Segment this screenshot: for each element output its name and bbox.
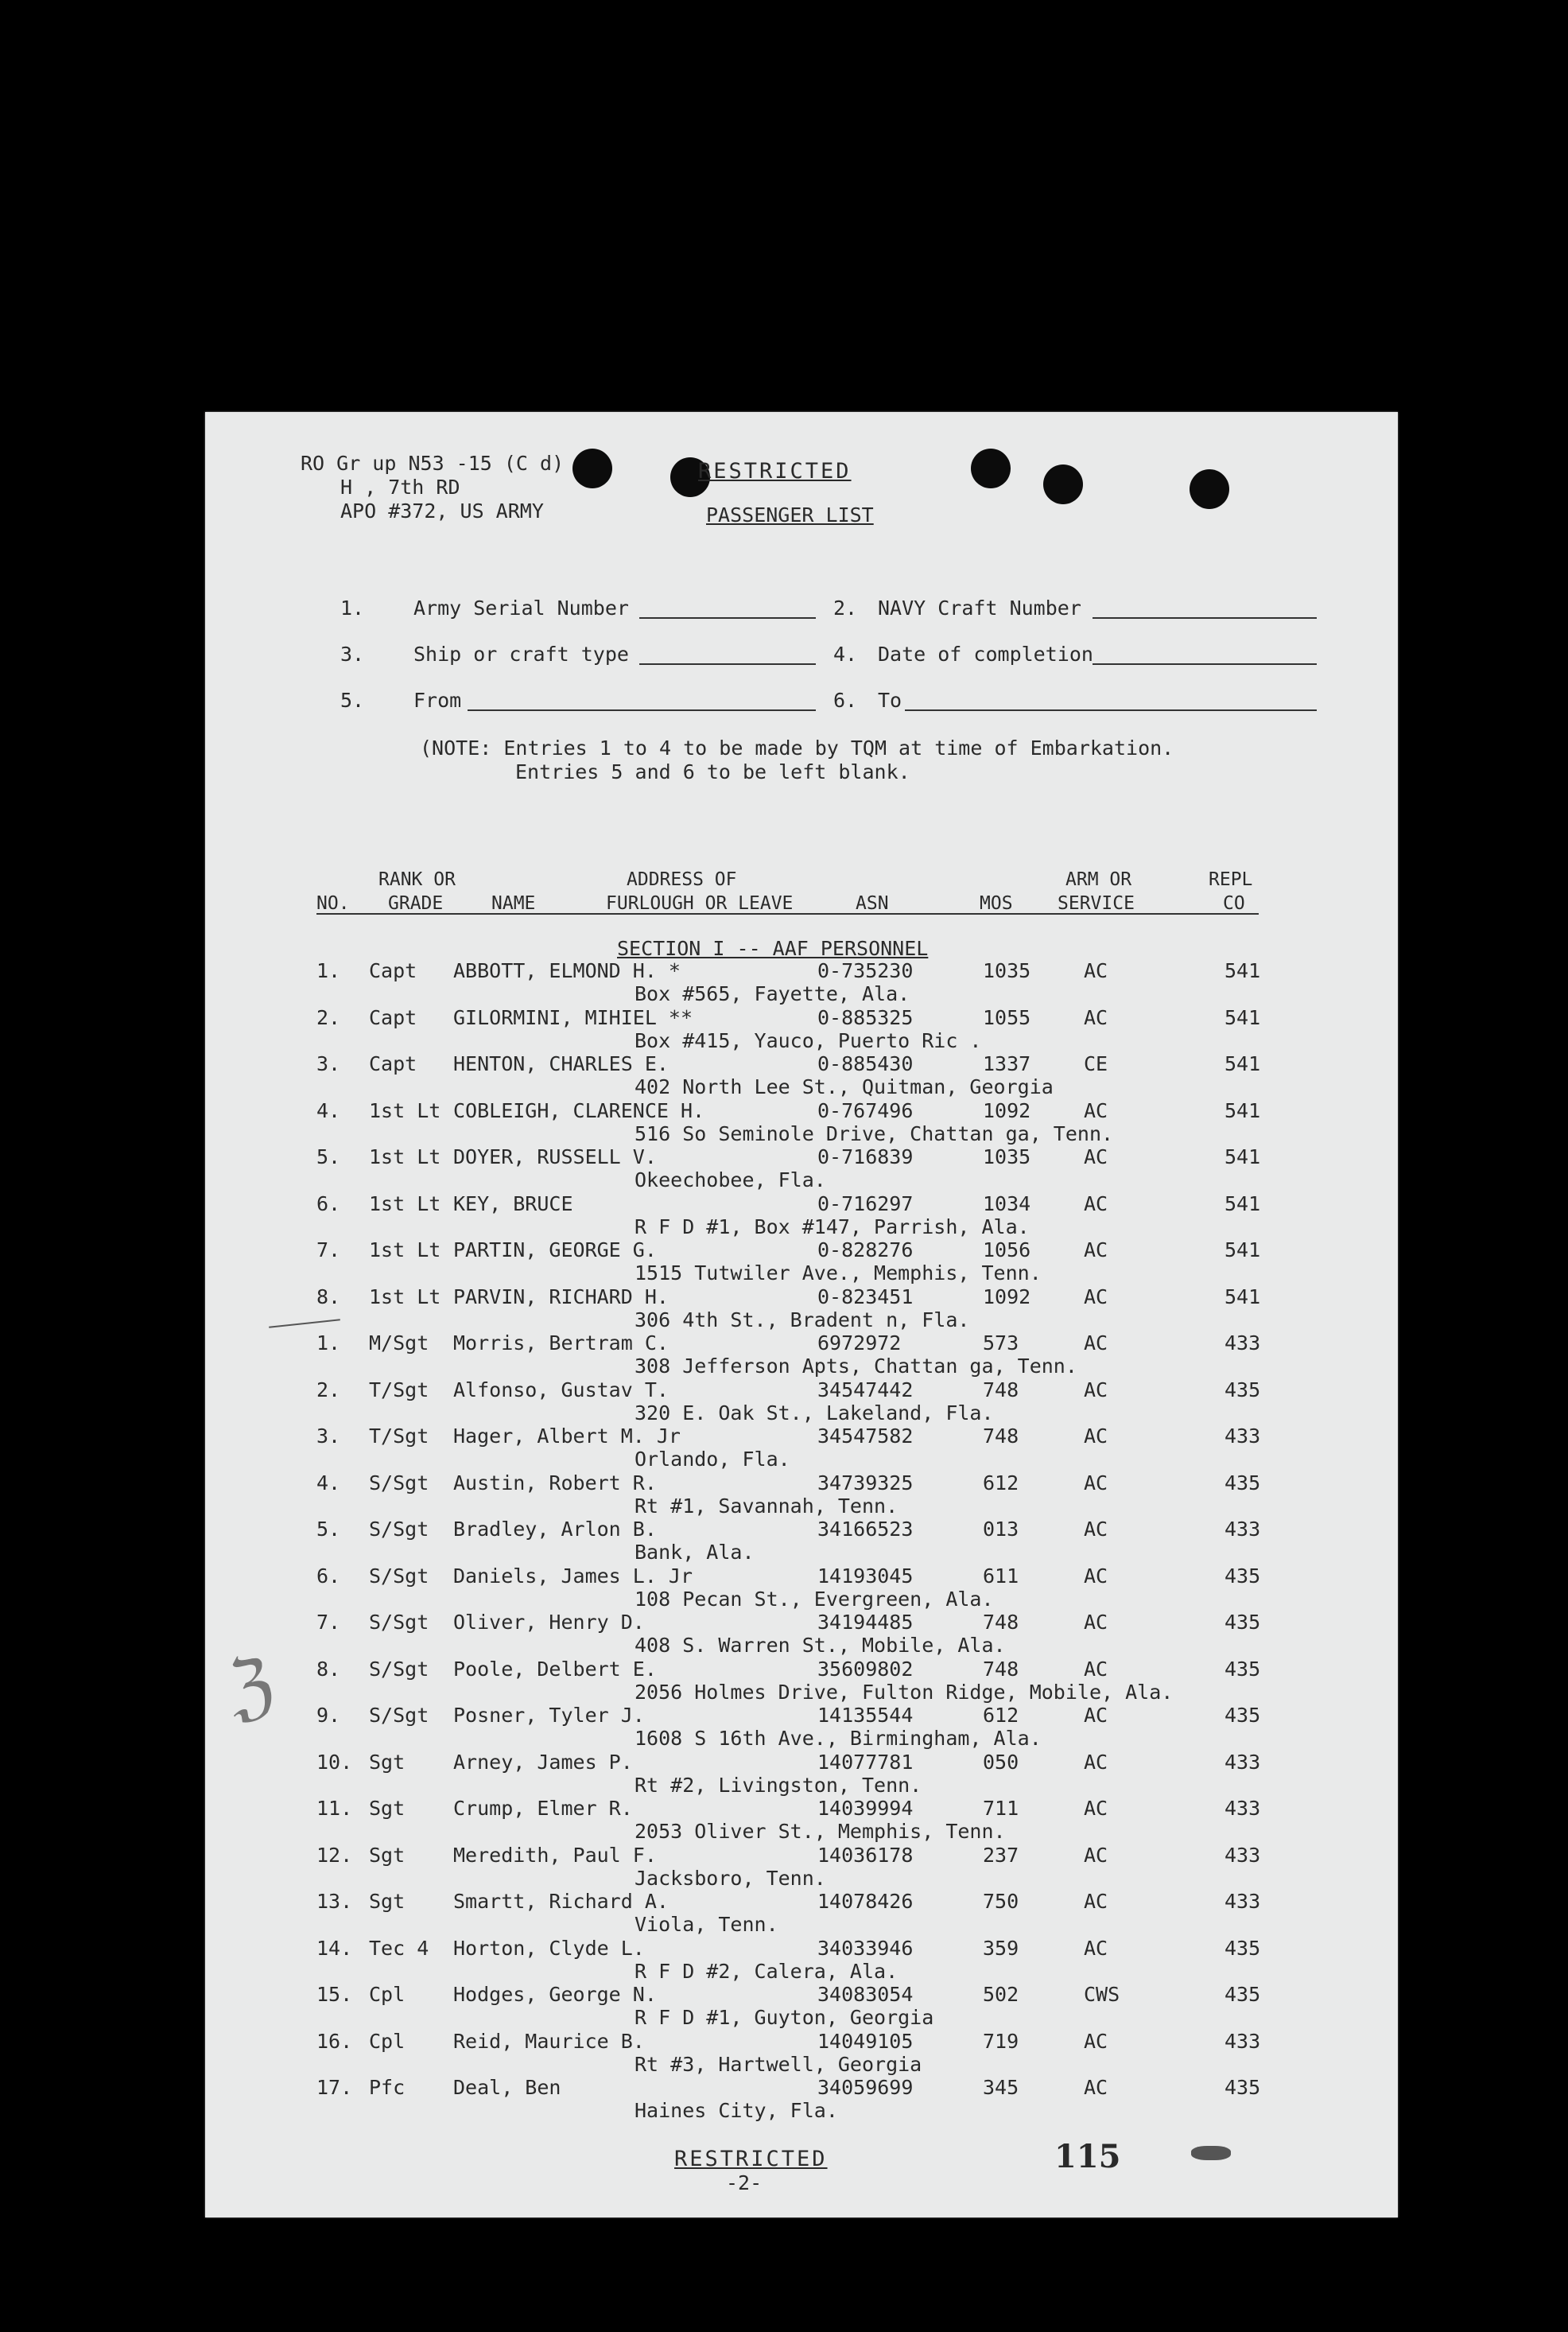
row-asn: 0-823451 xyxy=(817,1285,914,1308)
row-repl: 433 xyxy=(1225,1843,1261,1867)
row-mos: 748 xyxy=(983,1424,1019,1448)
row-mos: 359 xyxy=(983,1936,1019,1960)
row-rank: T/Sgt xyxy=(369,1378,429,1401)
row-name: Alfonso, Gustav T. xyxy=(453,1378,669,1401)
table-row xyxy=(205,1518,1398,1564)
col-repl-bottom: CO xyxy=(1223,893,1245,914)
row-mos: 013 xyxy=(983,1518,1019,1541)
row-rank: Cpl xyxy=(369,2029,406,2053)
punch-hole xyxy=(971,449,1011,488)
col-mos: MOS xyxy=(980,893,1013,914)
row-rank: Sgt xyxy=(369,1890,406,1913)
row-rank: T/Sgt xyxy=(369,1424,429,1448)
note-line-1: (NOTE: Entries 1 to 4 to be made by TQM at time of Embarkation. xyxy=(420,737,1174,760)
row-arm: AC xyxy=(1084,1750,1108,1774)
row-mos: 1092 xyxy=(983,1098,1031,1122)
row-asn: 14036178 xyxy=(817,1843,914,1867)
row-asn: 0-885325 xyxy=(817,1005,914,1029)
row-number: 1. xyxy=(316,959,341,982)
row-number: 7. xyxy=(316,1238,341,1261)
row-number: 8. xyxy=(316,1657,341,1681)
row-repl: 435 xyxy=(1225,2076,1261,2099)
row-address: Orlando, Fla. xyxy=(635,1448,790,1471)
row-mos: 748 xyxy=(983,1378,1019,1401)
row-repl: 433 xyxy=(1225,2029,1261,2053)
punch-hole xyxy=(1043,464,1083,504)
field-label-4: Date of completion xyxy=(878,643,1093,666)
row-arm: AC xyxy=(1084,1843,1108,1867)
row-arm: AC xyxy=(1084,1936,1108,1960)
row-arm: CWS xyxy=(1084,1983,1120,2006)
row-asn: 34547442 xyxy=(817,1378,914,1401)
section-title: SECTION I -- AAF PERSONNEL xyxy=(617,937,929,960)
row-repl: 541 xyxy=(1225,1238,1261,1261)
col-repl-top: REPL xyxy=(1209,869,1253,890)
row-mos: 345 xyxy=(983,2076,1019,2099)
row-asn: 0-716839 xyxy=(817,1145,914,1168)
row-asn: 0-885430 xyxy=(817,1052,914,1075)
row-number: 4. xyxy=(316,1471,341,1494)
row-asn: 14049105 xyxy=(817,2029,914,2053)
row-address: 402 North Lee St., Quitman, Georgia xyxy=(635,1075,1054,1098)
row-number: 5. xyxy=(316,1518,341,1541)
table-row xyxy=(205,1145,1398,1191)
row-address: Haines City, Fla. xyxy=(635,2099,838,2122)
row-rank: Cpl xyxy=(369,1983,406,2006)
classification-header: RESTRICTED xyxy=(698,459,852,484)
row-rank: S/Sgt xyxy=(369,1518,429,1541)
table-row xyxy=(205,1052,1398,1098)
row-address: 306 4th St., Bradent n, Fla. xyxy=(635,1308,970,1331)
row-name: PARTIN, GEORGE G. xyxy=(453,1238,657,1261)
row-name: KEY, BRUCE xyxy=(453,1191,573,1215)
row-rank: Capt xyxy=(369,959,417,982)
row-asn: 34547582 xyxy=(817,1424,914,1448)
row-rank: 1st Lt xyxy=(369,1145,441,1168)
row-name: Poole, Delbert E. xyxy=(453,1657,657,1681)
row-mos: 711 xyxy=(983,1797,1019,1820)
table-row xyxy=(205,1890,1398,1936)
table-row xyxy=(205,1704,1398,1750)
row-number: 10. xyxy=(316,1750,353,1774)
row-arm: AC xyxy=(1084,1657,1108,1681)
row-address: Jacksboro, Tenn. xyxy=(635,1866,826,1890)
unit-line-2: H , 7th RD xyxy=(340,476,460,499)
field-label-2: NAVY Craft Number xyxy=(878,597,1081,620)
document-page xyxy=(205,412,1398,2217)
table-row xyxy=(205,1611,1398,1657)
row-name: Posner, Tyler J. xyxy=(453,1704,645,1727)
row-repl: 541 xyxy=(1225,1285,1261,1308)
row-arm: AC xyxy=(1084,1331,1108,1355)
stamp-number: 115 xyxy=(1054,2138,1121,2175)
field-blank-5 xyxy=(468,709,816,711)
row-repl: 435 xyxy=(1225,1983,1261,2006)
row-address: Okeechobee, Fla. xyxy=(635,1168,826,1191)
row-name: Hodges, George N. xyxy=(453,1983,657,2006)
row-arm: AC xyxy=(1084,1471,1108,1494)
row-name: COBLEIGH, CLARENCE H. xyxy=(453,1098,705,1122)
row-arm: AC xyxy=(1084,1704,1108,1727)
row-rank: 1st Lt xyxy=(369,1238,441,1261)
col-arm-top: ARM OR xyxy=(1065,869,1132,890)
row-name: Deal, Ben xyxy=(453,2076,561,2099)
row-asn: 0-828276 xyxy=(817,1238,914,1261)
row-address: Bank, Ala. xyxy=(635,1541,755,1564)
row-repl: 541 xyxy=(1225,1005,1261,1029)
row-arm: AC xyxy=(1084,1518,1108,1541)
table-row xyxy=(205,1238,1398,1285)
table-row xyxy=(205,1844,1398,1890)
row-address: 1608 S 16th Ave., Birmingham, Ala. xyxy=(635,1727,1042,1750)
row-repl: 541 xyxy=(1225,959,1261,982)
table-row xyxy=(205,2030,1398,2076)
row-number: 6. xyxy=(316,1564,341,1588)
row-number: 17. xyxy=(316,2076,353,2099)
field-num-2: 2. xyxy=(833,597,858,620)
row-address: Rt #3, Hartwell, Georgia xyxy=(635,2052,922,2076)
row-address: Rt #1, Savannah, Tenn. xyxy=(635,1494,898,1518)
table-row xyxy=(205,1658,1398,1704)
row-arm: AC xyxy=(1084,2029,1108,2053)
row-arm: AC xyxy=(1084,1378,1108,1401)
row-asn: 14078426 xyxy=(817,1890,914,1913)
row-mos: 502 xyxy=(983,1983,1019,2006)
field-num-6: 6. xyxy=(833,689,858,712)
unit-line-3: APO #372, US ARMY xyxy=(340,499,544,523)
row-number: 14. xyxy=(316,1936,353,1960)
table-row xyxy=(205,1285,1398,1331)
row-number: 15. xyxy=(316,1983,353,2006)
list-title: PASSENGER LIST xyxy=(706,503,874,527)
row-mos: 1056 xyxy=(983,1238,1031,1261)
row-repl: 435 xyxy=(1225,1611,1261,1634)
unit-line-1: RO Gr up N53 -15 (C d) xyxy=(301,452,565,475)
row-rank: Capt xyxy=(369,1005,417,1029)
row-arm: AC xyxy=(1084,1098,1108,1122)
table-row xyxy=(205,959,1398,1005)
table-row xyxy=(205,1797,1398,1843)
field-label-5: From xyxy=(413,689,462,712)
row-name: Meredith, Paul F. xyxy=(453,1843,657,1867)
row-name: Austin, Robert R. xyxy=(453,1471,657,1494)
table-row xyxy=(205,1751,1398,1797)
row-asn: 35609802 xyxy=(817,1657,914,1681)
field-num-1: 1. xyxy=(340,597,365,620)
col-address-top: ADDRESS OF xyxy=(627,869,737,890)
row-asn: 34739325 xyxy=(817,1471,914,1494)
row-address: Rt #2, Livingston, Tenn. xyxy=(635,1773,922,1797)
row-name: PARVIN, RICHARD H. xyxy=(453,1285,669,1308)
row-number: 7. xyxy=(316,1611,341,1634)
row-rank: S/Sgt xyxy=(369,1611,429,1634)
table-row xyxy=(205,1983,1398,2029)
row-rank: Sgt xyxy=(369,1797,406,1820)
row-arm: CE xyxy=(1084,1052,1108,1075)
row-asn: 34083054 xyxy=(817,1983,914,2006)
row-number: 1. xyxy=(316,1331,341,1355)
row-number: 3. xyxy=(316,1052,341,1075)
field-label-1: Army Serial Number xyxy=(413,597,629,620)
row-rank: Sgt xyxy=(369,1750,406,1774)
row-mos: 237 xyxy=(983,1843,1019,1867)
punch-hole xyxy=(572,449,612,488)
table-row xyxy=(205,1424,1398,1471)
row-mos: 050 xyxy=(983,1750,1019,1774)
table-row xyxy=(205,1099,1398,1145)
row-arm: AC xyxy=(1084,1285,1108,1308)
row-rank: Capt xyxy=(369,1052,417,1075)
row-asn: 14039994 xyxy=(817,1797,914,1820)
table-row xyxy=(205,1378,1398,1424)
row-address: Box #565, Fayette, Ala. xyxy=(635,982,910,1005)
row-arm: AC xyxy=(1084,1890,1108,1913)
margin-handwritten-mark: ℨ xyxy=(223,1642,279,1732)
row-asn: 0-735230 xyxy=(817,959,914,982)
row-address: R F D #2, Calera, Ala. xyxy=(635,1959,898,1983)
row-address: R F D #1, Guyton, Georgia xyxy=(635,2006,934,2029)
col-rank-bottom: GRADE xyxy=(388,893,444,914)
row-rank: 1st Lt xyxy=(369,1191,441,1215)
row-rank: 1st Lt xyxy=(369,1098,441,1122)
row-rank: S/Sgt xyxy=(369,1704,429,1727)
row-address: Box #415, Yauco, Puerto Ric . xyxy=(635,1028,982,1052)
page-number: -2- xyxy=(726,2171,763,2194)
row-arm: AC xyxy=(1084,959,1108,982)
row-address: 1515 Tutwiler Ave., Memphis, Tenn. xyxy=(635,1261,1042,1285)
row-repl: 433 xyxy=(1225,1797,1261,1820)
table-row xyxy=(205,1006,1398,1052)
row-name: Hager, Albert M. Jr xyxy=(453,1424,681,1448)
row-asn: 0-767496 xyxy=(817,1098,914,1122)
row-asn: 34033946 xyxy=(817,1936,914,1960)
header-rule xyxy=(316,913,1259,915)
row-repl: 435 xyxy=(1225,1657,1261,1681)
row-arm: AC xyxy=(1084,1797,1108,1820)
row-mos: 612 xyxy=(983,1704,1019,1727)
row-number: 6. xyxy=(316,1191,341,1215)
row-asn: 14193045 xyxy=(817,1564,914,1588)
row-repl: 433 xyxy=(1225,1750,1261,1774)
row-asn: 0-716297 xyxy=(817,1191,914,1215)
stamp-scribble xyxy=(1191,2146,1231,2160)
row-number: 2. xyxy=(316,1378,341,1401)
punch-hole xyxy=(1190,469,1229,509)
row-name: Horton, Clyde L. xyxy=(453,1936,645,1960)
row-address: 516 So Seminole Drive, Chattan ga, Tenn. xyxy=(635,1121,1114,1145)
row-address: 408 S. Warren St., Mobile, Ala. xyxy=(635,1634,1006,1657)
row-address: R F D #1, Box #147, Parrish, Ala. xyxy=(635,1215,1030,1238)
row-mos: 719 xyxy=(983,2029,1019,2053)
row-name: Crump, Elmer R. xyxy=(453,1797,633,1820)
row-repl: 435 xyxy=(1225,1378,1261,1401)
row-number: 12. xyxy=(316,1843,353,1867)
row-number: 3. xyxy=(316,1424,341,1448)
row-arm: AC xyxy=(1084,1191,1108,1215)
row-address: 2056 Holmes Drive, Fulton Ridge, Mobile, Ala. xyxy=(635,1680,1174,1704)
row-number: 11. xyxy=(316,1797,353,1820)
row-repl: 433 xyxy=(1225,1890,1261,1913)
field-blank-4 xyxy=(1093,663,1317,665)
table-row xyxy=(205,2076,1398,2122)
field-blank-3 xyxy=(639,663,816,665)
row-repl: 435 xyxy=(1225,1471,1261,1494)
row-rank: 1st Lt xyxy=(369,1285,441,1308)
row-address: 308 Jefferson Apts, Chattan ga, Tenn. xyxy=(635,1355,1077,1378)
col-arm-bottom: SERVICE xyxy=(1058,893,1135,914)
row-asn: 14077781 xyxy=(817,1750,914,1774)
row-rank: S/Sgt xyxy=(369,1564,429,1588)
table-row xyxy=(205,1937,1398,1983)
row-repl: 541 xyxy=(1225,1145,1261,1168)
row-repl: 435 xyxy=(1225,1704,1261,1727)
row-arm: AC xyxy=(1084,1564,1108,1588)
row-name: Smartt, Richard A. xyxy=(453,1890,669,1913)
row-number: 9. xyxy=(316,1704,341,1727)
row-address: 320 E. Oak St., Lakeland, Fla. xyxy=(635,1401,994,1424)
col-name: NAME xyxy=(491,893,536,914)
row-name: DOYER, RUSSELL V. xyxy=(453,1145,657,1168)
table-row xyxy=(205,1564,1398,1611)
row-repl: 433 xyxy=(1225,1331,1261,1355)
row-name: Arney, James P. xyxy=(453,1750,633,1774)
row-asn: 6972972 xyxy=(817,1331,902,1355)
row-address: 2053 Oliver St., Memphis, Tenn. xyxy=(635,1820,1006,1843)
row-mos: 1092 xyxy=(983,1285,1031,1308)
row-arm: AC xyxy=(1084,1611,1108,1634)
col-rank-top: RANK OR xyxy=(378,869,456,890)
field-label-3: Ship or craft type xyxy=(413,643,629,666)
row-mos: 1337 xyxy=(983,1052,1031,1075)
row-arm: AC xyxy=(1084,2076,1108,2099)
row-number: 4. xyxy=(316,1098,341,1122)
row-repl: 541 xyxy=(1225,1191,1261,1215)
col-asn: ASN xyxy=(856,893,889,914)
row-repl: 541 xyxy=(1225,1098,1261,1122)
row-mos: 611 xyxy=(983,1564,1019,1588)
table-row xyxy=(205,1331,1398,1378)
col-no: NO. xyxy=(316,893,350,914)
row-arm: AC xyxy=(1084,1424,1108,1448)
row-address: Viola, Tenn. xyxy=(635,1913,778,1936)
field-num-3: 3. xyxy=(340,643,365,666)
row-repl: 541 xyxy=(1225,1052,1261,1075)
row-name: HENTON, CHARLES E. xyxy=(453,1052,669,1075)
row-asn: 34166523 xyxy=(817,1518,914,1541)
row-arm: AC xyxy=(1084,1005,1108,1029)
row-mos: 573 xyxy=(983,1331,1019,1355)
row-repl: 435 xyxy=(1225,1936,1261,1960)
field-num-4: 4. xyxy=(833,643,858,666)
classification-footer: RESTRICTED xyxy=(674,2147,828,2171)
row-name: GILORMINI, MIHIEL ** xyxy=(453,1005,693,1029)
row-mos: 1055 xyxy=(983,1005,1031,1029)
row-number: 13. xyxy=(316,1890,353,1913)
row-number: 16. xyxy=(316,2029,353,2053)
field-blank-2 xyxy=(1093,617,1317,619)
row-repl: 433 xyxy=(1225,1518,1261,1541)
row-asn: 34194485 xyxy=(817,1611,914,1634)
row-mos: 1035 xyxy=(983,1145,1031,1168)
table-row xyxy=(205,1471,1398,1518)
row-mos: 1035 xyxy=(983,959,1031,982)
row-rank: S/Sgt xyxy=(369,1471,429,1494)
table-row xyxy=(205,1192,1398,1238)
row-mos: 748 xyxy=(983,1657,1019,1681)
field-blank-1 xyxy=(639,617,816,619)
row-repl: 433 xyxy=(1225,1424,1261,1448)
row-mos: 612 xyxy=(983,1471,1019,1494)
col-address-bottom: FURLOUGH OR LEAVE xyxy=(606,893,794,914)
row-mos: 748 xyxy=(983,1611,1019,1634)
row-rank: M/Sgt xyxy=(369,1331,429,1355)
row-number: 5. xyxy=(316,1145,341,1168)
row-number: 8. xyxy=(316,1285,341,1308)
field-blank-6 xyxy=(905,709,1317,711)
row-name: ABBOTT, ELMOND H. * xyxy=(453,959,681,982)
row-asn: 34059699 xyxy=(817,2076,914,2099)
row-arm: AC xyxy=(1084,1238,1108,1261)
row-rank: S/Sgt xyxy=(369,1657,429,1681)
row-rank: Pfc xyxy=(369,2076,406,2099)
row-asn: 14135544 xyxy=(817,1704,914,1727)
row-repl: 435 xyxy=(1225,1564,1261,1588)
row-mos: 1034 xyxy=(983,1191,1031,1215)
row-address: 108 Pecan St., Evergreen, Ala. xyxy=(635,1587,994,1611)
note-line-2: Entries 5 and 6 to be left blank. xyxy=(515,760,910,783)
field-num-5: 5. xyxy=(340,689,365,712)
row-name: Oliver, Henry D. xyxy=(453,1611,645,1634)
row-rank: Sgt xyxy=(369,1843,406,1867)
row-mos: 750 xyxy=(983,1890,1019,1913)
field-label-6: To xyxy=(878,689,902,712)
row-name: Reid, Maurice B. xyxy=(453,2029,645,2053)
row-name: Bradley, Arlon B. xyxy=(453,1518,657,1541)
row-number: 2. xyxy=(316,1005,341,1029)
row-arm: AC xyxy=(1084,1145,1108,1168)
row-name: Daniels, James L. Jr xyxy=(453,1564,693,1588)
row-rank: Tec 4 xyxy=(369,1936,429,1960)
row-name: Morris, Bertram C. xyxy=(453,1331,669,1355)
